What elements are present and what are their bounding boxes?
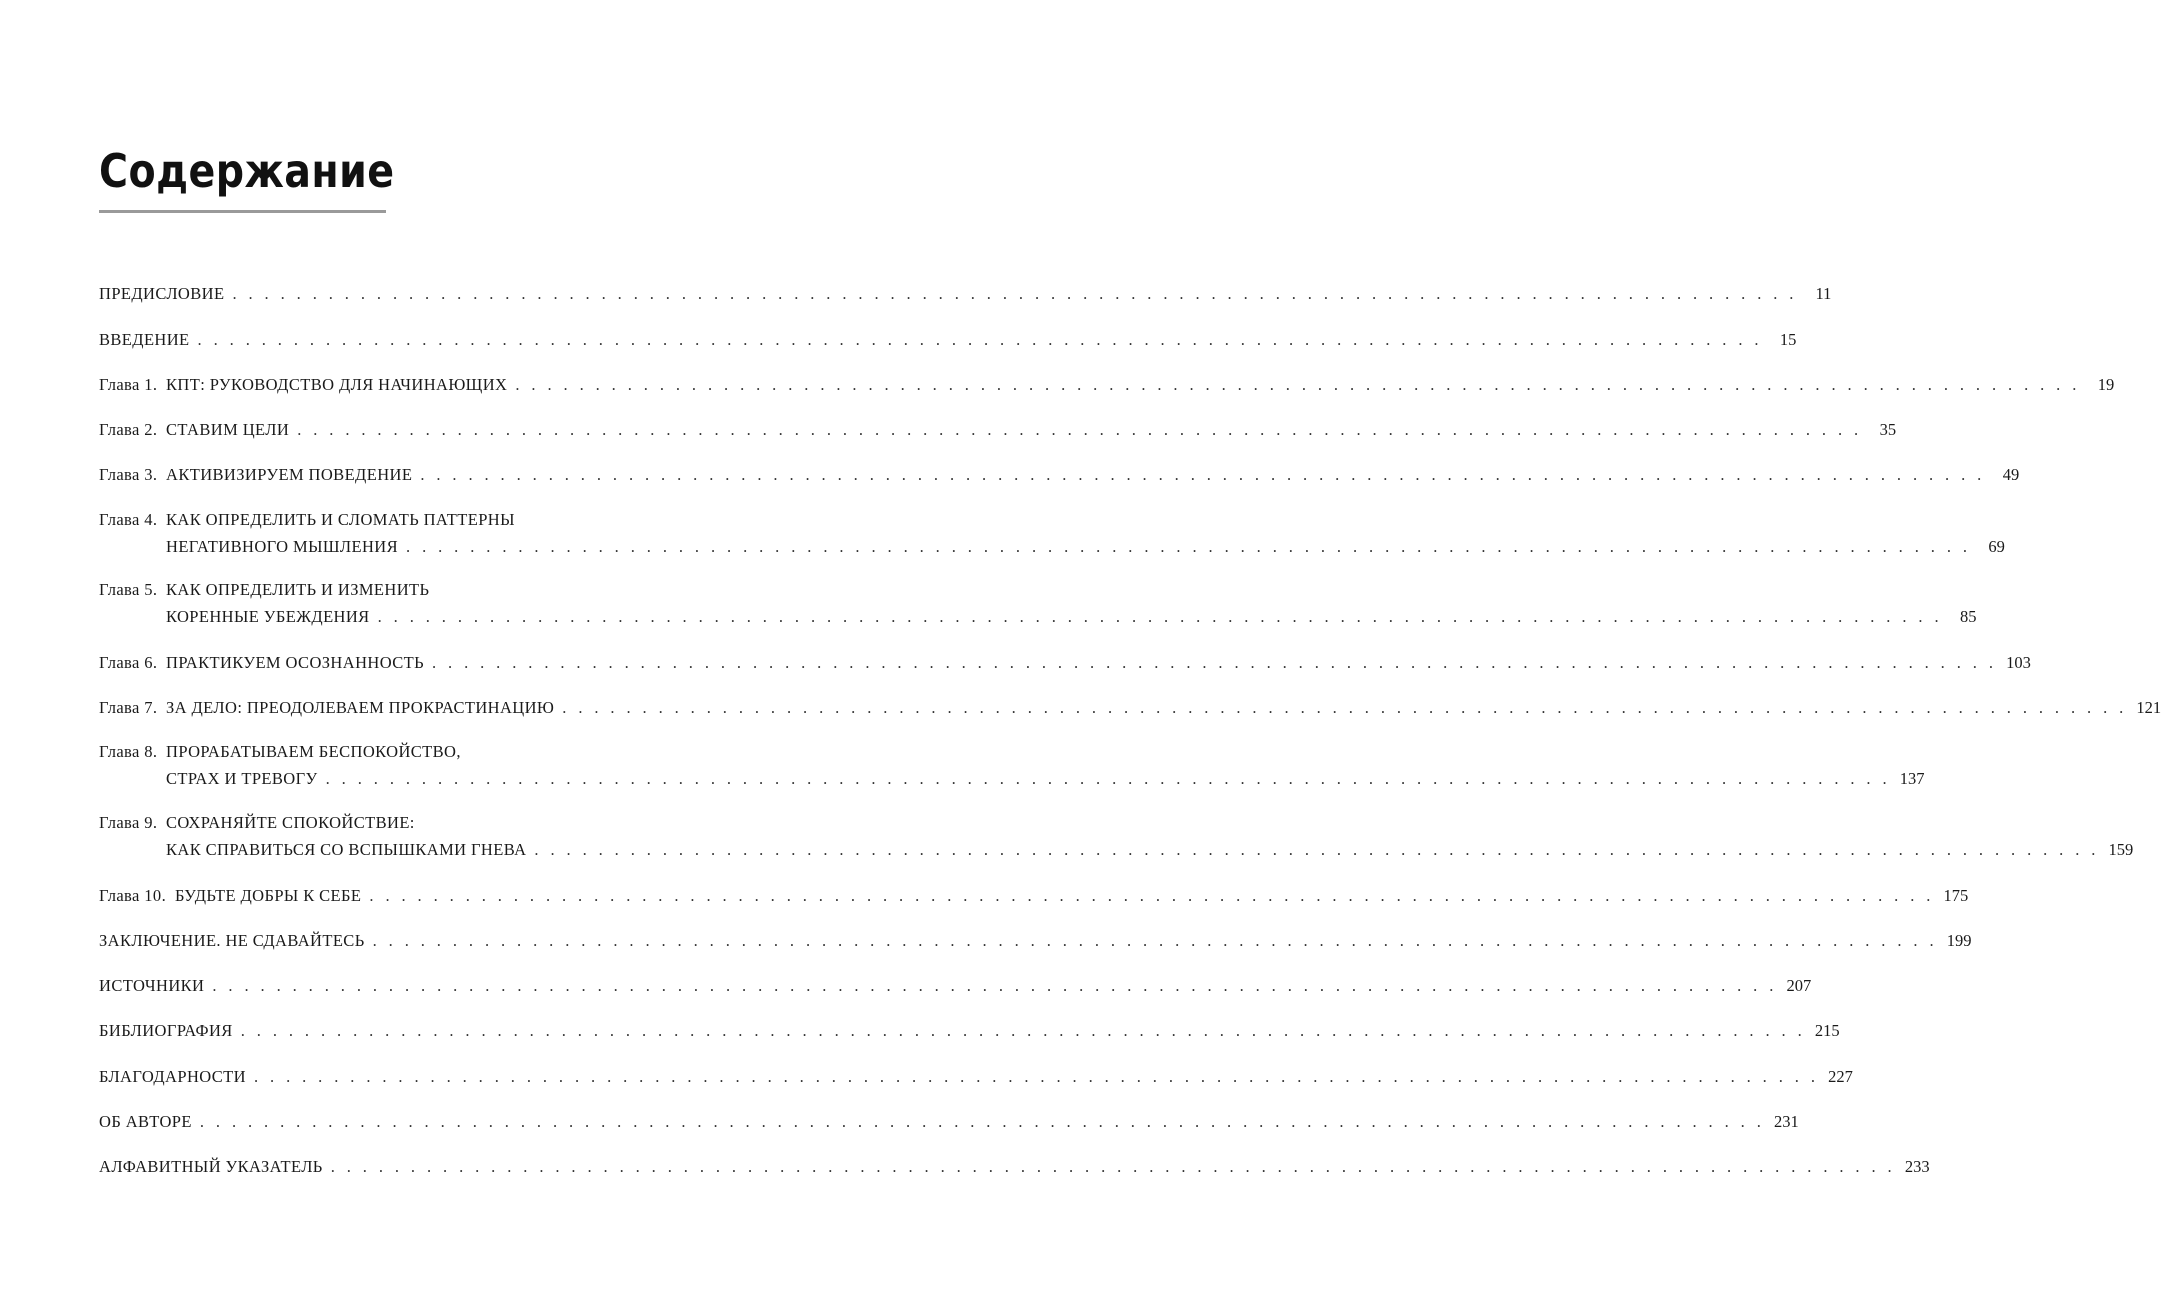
page-number: 175 [1943,886,1969,905]
toc-entry[interactable] [99,929,1972,953]
page-number: 207 [1786,976,1812,995]
page-number: 159 [2108,840,2134,859]
entry-title: АЛФАВИТНЫЙ УКАЗАТЕЛЬ [99,1155,331,1179]
chapter-title-line1: КАК ОПРЕДЕЛИТЬ И ИЗМЕНИТЬ [166,580,430,599]
page-number: 49 [2002,465,2020,484]
chapter-label: Глава 2. [99,420,158,439]
toc-entry[interactable] [99,1110,1799,1134]
toc-entry[interactable] [99,282,1832,306]
dot-leader: . . . . . . . . . . . . . . . . . . . . . . . . . . . . . . . . . . . . . . . . . . . . . . . . . . . . . . . . . . . . . . . . . . . . . . . . . . . . . . . . . . . . . . . . . . . . . . . . . . [372,931,1938,950]
entry-title: ПРАКТИКУЕМ ОСОЗНАННОСТЬ [166,651,432,675]
toc-entry[interactable] [99,696,2161,720]
chapter-title-line1: СОХРАНЯЙТЕ СПОКОЙСТВИЕ: [166,813,415,832]
page-number: 233 [1904,1157,1930,1176]
page-number: 35 [1879,420,1897,439]
dot-leader: . . . . . . . . . . . . . . . . . . . . . . . . . . . . . . . . . . . . . . . . . . . . . . . . . . . . . . . . . . . . . . . . . . . . . . . . . . . . . . . . . . . . . . . . . . . . . . . . . . [330,1157,1896,1176]
dot-leader: . . . . . . . . . . . . . . . . . . . . . . . . . . . . . . . . . . . . . . . . . . . . . . . . . . . . . . . . . . . . . . . . . . . . . . . . . . . . . . . . . . . . . . . . . . . . . . . . . . [325,769,1891,788]
entry-title: СТРАХ И ТРЕВОГУ [166,767,326,791]
page-number: 11 [1815,284,1832,303]
dot-leader: . . . . . . . . . . . . . . . . . . . . . . . . . . . . . . . . . . . . . . . . . . . . . . . . . . . . . . . . . . . . . . . . . . . . . . . . . . . . . . . . . . . . . . . . . . . . . . . . . . [253,1067,1819,1086]
entry-title: БЛАГОДАРНОСТИ [99,1065,254,1089]
dot-leader: . . . . . . . . . . . . . . . . . . . . . . . . . . . . . . . . . . . . . . . . . . . . . . . . . . . . . . . . . . . . . . . . . . . . . . . . . . . . . . . . . . . . . . . . . . . . . . . . . . [431,653,1997,672]
entry-title: ИСТОЧНИКИ [99,974,212,998]
chapter-label: Глава 7. [99,698,158,717]
toc-entry[interactable] [99,328,1797,352]
toc-entry[interactable] [99,605,1977,629]
entry-title: КАК СПРАВИТЬСЯ СО ВСПЫШКАМИ ГНЕВА [166,838,534,862]
chapter-label: Глава 10. [99,886,167,905]
page-number: 15 [1779,330,1797,349]
dot-leader: . . . . . . . . . . . . . . . . . . . . . . . . . . . . . . . . . . . . . . . . . . . . . . . . . . . . . . . . . . . . . . . . . . . . . . . . . . . . . . . . . . . . . . . . . . . . . . . . . . [297,420,1863,439]
toc-entry[interactable] [99,1155,1930,1179]
page-number: 69 [1988,537,2005,556]
dot-leader: . . . . . . . . . . . . . . . . . . . . . . . . . . . . . . . . . . . . . . . . . . . . . . . . . . . . . . . . . . . . . . . . . . . . . . . . . . . . . . . . . . . . . . . . . . . . . . . . . . [377,607,1943,626]
entry-title: ЗАКЛЮЧЕНИЕ. НЕ СДАВАЙТЕСЬ [99,929,373,953]
dot-leader: . . . . . . . . . . . . . . . . . . . . . . . . . . . . . . . . . . . . . . . . . . . . . . . . . . . . . . . . . . . . . . . . . . . . . . . . . . . . . . . . . . . . . . . . . . . . . . . . . . [562,698,2128,717]
chapter-title-line1: КАК ОПРЕДЕЛИТЬ И СЛОМАТЬ ПАТТЕРНЫ [166,510,515,529]
dot-leader: . . . . . . . . . . . . . . . . . . . . . . . . . . . . . . . . . . . . . . . . . . . . . . . . . . . . . . . . . . . . . . . . . . . . . . . . . . . . . . . . . . . . . . . . . . . . . . . . . . [534,840,2100,859]
dot-leader: . . . . . . . . . . . . . . . . . . . . . . . . . . . . . . . . . . . . . . . . . . . . . . . . . . . . . . . . . . . . . . . . . . . . . . . . . . . . . . . . . . . . . . . . . . . . . . . . . . [515,375,2081,394]
entry-title: ЗА ДЕЛО: ПРЕОДОЛЕВАЕМ ПРОКРАСТИНАЦИЮ [166,696,562,720]
page-number: 103 [2006,653,2031,672]
entry-title: БИБЛИОГРАФИЯ [99,1019,241,1043]
entry-title: ПРЕДИСЛОВИЕ [99,282,232,306]
chapter-label: Глава 8. [99,742,158,761]
chapter-label: Глава 6. [99,653,158,672]
toc-entry[interactable] [99,767,1925,791]
entry-title: НЕГАТИВНОГО МЫШЛЕНИЯ [166,535,406,559]
toc-entry[interactable] [99,884,1969,908]
entry-title: КПТ: РУКОВОДСТВО ДЛЯ НАЧИНАЮЩИХ [166,373,515,397]
toc-entry[interactable] [99,1065,1853,1089]
chapter-label: Глава 4. [99,510,158,529]
page-number: 19 [2097,375,2115,394]
page-number: 199 [1946,931,1972,950]
toc-entry[interactable] [99,535,2005,559]
toc-entry[interactable] [99,373,2115,397]
toc-entry-first-line [99,811,851,835]
entry-title: СТАВИМ ЦЕЛИ [166,418,297,442]
entry-title: КОРЕННЫЕ УБЕЖДЕНИЯ [166,605,378,629]
page-number: 85 [1959,607,1977,626]
toc-entry-first-line [99,578,851,602]
page-number: 121 [2136,698,2161,717]
toc-entry[interactable] [99,418,1897,442]
chapter-label: Глава 9. [99,813,158,832]
toc-entry[interactable] [99,1019,1840,1043]
chapter-label: Глава 1. [99,375,158,394]
toc-entry[interactable] [99,974,1812,998]
page-number: 215 [1814,1021,1840,1040]
dot-leader: . . . . . . . . . . . . . . . . . . . . . . . . . . . . . . . . . . . . . . . . . . . . . . . . . . . . . . . . . . . . . . . . . . . . . . . . . . . . . . . . . . . . . . . . . . . . . . . . . . [212,976,1778,995]
chapter-title-line1: ПРОРАБАТЫВАЕМ БЕСПОКОЙСТВО, [166,742,461,761]
entry-title: АКТИВИЗИРУЕМ ПОВЕДЕНИЕ [166,463,420,487]
toc-entry[interactable] [99,651,2031,675]
page-number: 231 [1773,1112,1799,1131]
dot-leader: . . . . . . . . . . . . . . . . . . . . . . . . . . . . . . . . . . . . . . . . . . . . . . . . . . . . . . . . . . . . . . . . . . . . . . . . . . . . . . . . . . . . . . . . . . . . . . . . . . [420,465,1986,484]
dot-leader: . . . . . . . . . . . . . . . . . . . . . . . . . . . . . . . . . . . . . . . . . . . . . . . . . . . . . . . . . . . . . . . . . . . . . . . . . . . . . . . . . . . . . . . . . . . . . . . . . . [406,537,1971,556]
page-title [99,140,395,213]
toc-entry-first-line [99,740,851,764]
dot-leader: . . . . . . . . . . . . . . . . . . . . . . . . . . . . . . . . . . . . . . . . . . . . . . . . . . . . . . . . . . . . . . . . . . . . . . . . . . . . . . . . . . . . . . . . . . . . . . . . . . [232,284,1798,303]
entry-title: БУДЬТЕ ДОБРЫ К СЕБЕ [175,884,369,908]
dot-leader: . . . . . . . . . . . . . . . . . . . . . . . . . . . . . . . . . . . . . . . . . . . . . . . . . . . . . . . . . . . . . . . . . . . . . . . . . . . . . . . . . . . . . . . . . . . . . . . . . . [240,1021,1806,1040]
toc-entry[interactable] [99,463,2020,487]
dot-leader: . . . . . . . . . . . . . . . . . . . . . . . . . . . . . . . . . . . . . . . . . . . . . . . . . . . . . . . . . . . . . . . . . . . . . . . . . . . . . . . . . . . . . . . . . . . . . . . . . . [197,330,1763,349]
toc-entry[interactable] [99,838,2134,862]
dot-leader: . . . . . . . . . . . . . . . . . . . . . . . . . . . . . . . . . . . . . . . . . . . . . . . . . . . . . . . . . . . . . . . . . . . . . . . . . . . . . . . . . . . . . . . . . . . . . . . . . . [199,1112,1765,1131]
dot-leader: . . . . . . . . . . . . . . . . . . . . . . . . . . . . . . . . . . . . . . . . . . . . . . . . . . . . . . . . . . . . . . . . . . . . . . . . . . . . . . . . . . . . . . . . . . . . . . . . . . [369,886,1935,905]
toc-entry-first-line [99,508,851,532]
page-number: 227 [1828,1067,1853,1086]
chapter-label: Глава 3. [99,465,158,484]
page-number: 137 [1899,769,1925,788]
entry-title: ВВЕДЕНИЕ [99,328,198,352]
entry-title: ОБ АВТОРЕ [99,1110,200,1134]
page-title-text: Содержание [99,144,395,198]
chapter-label: Глава 5. [99,580,158,599]
